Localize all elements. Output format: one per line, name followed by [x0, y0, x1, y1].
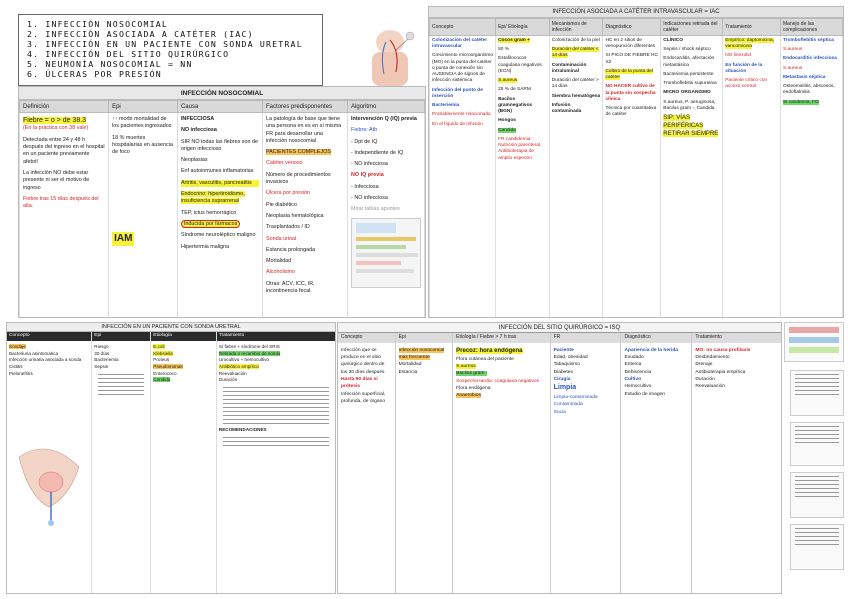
topic-item: 3. INFECCIÓN EN UN PACIENTE CON SONDA URETRAL	[27, 39, 303, 49]
etiology-item: 50 %	[498, 47, 510, 53]
urin-item: Riesgo	[94, 343, 109, 349]
quir-item: Estudio de imagen	[624, 391, 665, 397]
thumbnail-notes[interactable]	[790, 422, 844, 466]
urin-item: Antibiótico empírico	[218, 363, 259, 369]
nosocomial-table	[18, 86, 426, 318]
column-header: Epi/ Etiología	[496, 19, 550, 36]
algo-item: - Infecciosa	[351, 183, 379, 190]
concept-item: Colonización del catéter intravascular	[432, 38, 488, 50]
quir-item: Infección nosocomial	[398, 347, 445, 353]
algo-item: - NO infecciosa	[351, 161, 388, 168]
diagnosis-cell	[603, 36, 661, 319]
etiology-item: Hongos	[498, 118, 516, 124]
factor-item: Trasplantados / ID	[265, 224, 310, 231]
diagnosis-item: NO HACER cultivo de la punta sin sospecha clínica	[605, 84, 656, 102]
column-header: Manejo de las complicaciones	[781, 19, 843, 36]
quir-item: Infección que se produce en el sitio quirúrgico dentro de los 30 días después	[341, 347, 385, 375]
quir-item: S.aureus	[456, 363, 476, 369]
cause-cell	[177, 113, 262, 318]
etiology-item: Cocos gram +	[498, 38, 530, 43]
catheter-illustration	[350, 22, 430, 86]
complication-item: Tromboflebitis séptica	[783, 38, 834, 43]
urin-item: Sondaje	[9, 343, 26, 349]
urin-item: Candida	[153, 377, 171, 383]
urin-item: Retirada o recambio de sonda	[218, 350, 281, 356]
quir-item: Diabetes	[553, 369, 573, 375]
cause-item: Enf autoinmunes inflamatorias	[180, 168, 254, 175]
concept-item: En el líquido de infusión	[432, 121, 483, 127]
factor-item: Catéter venoso	[265, 160, 303, 167]
mechanism-item: Duración del catéter > 14 días	[551, 78, 599, 90]
column-header: Tratamiento	[217, 332, 335, 341]
column-header: Etiología / Fiebre > 7 h tras	[453, 333, 549, 343]
complication-item: Endocarditis infecciosa	[783, 56, 837, 62]
factor-item: Neoplasia hematológica	[265, 212, 324, 219]
quir-item: Paciente	[553, 347, 574, 353]
iam-label: IAM	[114, 233, 133, 245]
epi-cell	[496, 36, 550, 319]
algo-title: Intervención Q (IQ) previa	[351, 116, 417, 122]
mechanism-item: Infusión contaminada	[551, 102, 582, 115]
quir-epi-col	[396, 333, 454, 594]
urin-treatment-col	[217, 332, 335, 594]
detect-text: Detectada entre 24 y 48 h después del ingreso en el hospital en un paciente previamente afebril	[23, 136, 105, 165]
quir-item: Edad, obesidad	[553, 354, 588, 360]
table-title: INFECCIÓN ASOCIADA A CATÉTER INTRAVASCULAR = IAC	[429, 7, 843, 18]
urin-etiology-col	[151, 332, 217, 594]
column-header: Factores predisponentes	[262, 101, 347, 113]
definition-cell	[20, 113, 109, 318]
urin-concept-col	[7, 332, 92, 594]
urin-item: Bacteriemia	[94, 357, 119, 363]
factors-intro: La patología de base que tiene una persona en es en sí misma FR para desarrollar una infección nosocomial	[265, 116, 342, 144]
sirs-note: SIR NO todas las fiebres son de origen infeccioso	[180, 138, 258, 152]
quir-treatment-col	[692, 333, 781, 594]
algo-link[interactable]: Mirar tablas apuntes	[351, 206, 400, 213]
removal-item: Bacteriemia persistente	[663, 71, 714, 77]
surgical-site-panel	[337, 322, 782, 594]
quir-diagnosis-col	[621, 333, 692, 594]
cause-item: Neoplasias	[180, 157, 208, 164]
etiology-item: FR candidemia: Nutrición parenteral, Antibioterapia de amplio espectro	[498, 136, 542, 161]
diagnosis-item: Cultivo de la punta del catéter	[605, 68, 653, 81]
quir-item: Antibioterapia empírica	[695, 369, 746, 375]
algo-item: - NO infecciosa	[351, 195, 388, 202]
fever-definition: Fiebre = o > de 38.3	[23, 117, 87, 124]
morbidity-text: ↑↑ morbi mortalidad de los pacientes ingresados	[112, 116, 172, 130]
concept-item: Infección del punto de inserción	[432, 87, 483, 99]
treatment-item: En función de la situación	[725, 62, 763, 74]
thumbnail-notes[interactable]	[790, 524, 844, 570]
concept-item: Crecimiento microorganismo (MO) en la punta del catéter o punta de conexión sin AUSENCIA de signos de infección sistémica	[432, 53, 494, 84]
fever-note: (En la práctica con 38 vale)	[23, 125, 89, 132]
panel-title: INFECCIÓN DEL SITIO QUIRÚRGICO = ISQ	[338, 323, 781, 333]
column-header: Concepto	[338, 333, 395, 343]
topic-item: 2. INFECCIÓN ASOCIADA A CATÉTER (IAC)	[27, 29, 254, 39]
column-header: Epi	[92, 332, 150, 341]
urin-item: Bacteriuria asintomática	[9, 350, 59, 356]
diagnosis-item: SI PICO DE FIEBRE HC X2	[605, 53, 658, 65]
complication-item: Si candemia, FO	[783, 99, 819, 105]
thumbnail-notes[interactable]	[790, 472, 844, 518]
treatment-cell	[723, 36, 781, 319]
quir-item: Dehiscencia	[624, 369, 652, 375]
algorithm-cell	[348, 113, 425, 318]
factors-highlight: PACIENTES COMPLEJOS	[265, 149, 331, 156]
concept-item: Bacteriemia	[432, 103, 460, 109]
mortality-text: 18 % muertes hospitalarias en ausencia de foco	[112, 134, 173, 156]
factor-item: Número de procedimientos invasivos	[265, 171, 331, 186]
thumbnail-chart[interactable]	[784, 322, 844, 362]
urin-epi-col	[92, 332, 151, 594]
complication-item: S.aureus	[783, 47, 803, 53]
urin-item: Infección urinaria asociada a sonda	[9, 357, 82, 363]
urin-item: Sepsis	[94, 363, 109, 369]
quir-item: Duración	[695, 376, 715, 382]
removal-item: SIP: VÍAS PERIFÉRICAS RETIRAR SIEMPRE	[663, 115, 719, 137]
quir-item: Contaminada	[553, 402, 583, 408]
quir-item: Limpia	[553, 384, 577, 392]
removal-item: Tromboflebitis supurativa	[663, 81, 717, 87]
quir-item: Drenaje	[695, 362, 713, 368]
urinary-anatomy-illustration	[9, 437, 89, 530]
algo-item: - Independiente de IQ	[351, 149, 404, 156]
column-header: Causa	[177, 101, 262, 113]
etiology-item: Bacilos gramnegativos (BGN)	[498, 96, 533, 115]
cause-text: La infección NO debe estar presente ni ser el motivo de ingreso	[23, 169, 90, 191]
urin-item: Pseudomonas	[153, 363, 183, 369]
cause-item: Artritis, vasculitis, pancreatitis	[181, 180, 259, 187]
etiology-item: Candida	[498, 127, 516, 133]
complications-cell	[781, 36, 843, 319]
mechanism-item: Siembra hematógena	[551, 93, 601, 99]
quir-item: Limpia-contaminada	[553, 394, 598, 400]
quir-item: Infección superficial, profunda, de órgano	[341, 391, 386, 405]
cause-item: Hipertermia maligna	[180, 243, 230, 250]
cause-item: Endocrino: hipertiroidismo, insuficiencia suprarrenal	[180, 191, 245, 205]
quir-item: más frecuente	[398, 354, 430, 360]
removal-item: CLÍNICO	[663, 38, 683, 43]
quir-item: Precoz: hora endógena	[456, 347, 523, 354]
column-header: Concepto	[7, 332, 91, 341]
factor-item: Sonda urinal	[265, 235, 297, 242]
urin-item: RECOMENDACIONES	[218, 426, 267, 432]
column-header: Etiología	[151, 332, 216, 341]
urin-item: 30 días	[94, 350, 110, 356]
quir-item: Bacilos gram -	[456, 371, 488, 377]
epi-cell	[109, 113, 178, 318]
etiology-item: 25 % de SARM	[498, 87, 531, 93]
algo-sub: Fiebre: Atb	[351, 127, 378, 134]
days-text: Fiebre tras 15 días después del alta.	[23, 195, 99, 210]
column-header: Indicaciones retirada del catéter	[661, 19, 723, 36]
mechanism-item: Colonización de la piel	[551, 38, 600, 43]
column-header: Algoritmo	[348, 101, 425, 113]
column-header: Diagnóstico	[603, 19, 661, 36]
column-header: FR	[551, 333, 621, 343]
cause-noninfectious: NO infecciosa	[180, 127, 217, 134]
panel-title: INFECCIÓN EN UN PACIENTE CON SONDA URETRAL	[7, 323, 335, 332]
factor-item: Estancia prolongada	[265, 246, 316, 253]
column-header: Definición	[20, 101, 109, 113]
notes-block	[94, 374, 148, 395]
quir-item: Sospecha tardía: coagulasa negativos	[456, 378, 540, 384]
algorithm-thumbnail	[351, 218, 421, 288]
quir-item: MO: no causa profilaxis	[695, 347, 751, 353]
quir-item: Hasta 90 días si prótesis	[341, 376, 378, 390]
urin-item: Enterococo	[153, 370, 177, 376]
column-header: Concepto	[430, 19, 496, 36]
cause-item: Inducida por fármacos	[181, 221, 259, 228]
topic-item: 6. ÚLCERAS POR PRESIÓN	[27, 69, 162, 79]
quir-item: Tabaquismo	[553, 362, 580, 368]
mechanism-item: Duración del catéter < 14 días	[551, 47, 599, 59]
factor-item: Mortalidad	[265, 258, 292, 265]
concept-item: Probablemente relacionada	[432, 112, 491, 118]
treatment-item: Empírico: daptomicina, vancomicina	[725, 38, 774, 50]
quir-item: Flora cutánea del paciente	[456, 356, 514, 362]
topic-list	[18, 14, 323, 86]
urin-item: E.coli	[153, 343, 165, 349]
urin-item: Duración	[218, 377, 238, 383]
urin-item: Sí fiebre + síndrome del SRIS	[218, 343, 280, 349]
cause-item: Síndrome neuroléptico maligno	[180, 232, 256, 239]
quir-item: Anaerobios	[456, 393, 481, 399]
removal-item: S.aureus, P. aeruginosa, Bacilus gram -, Candida	[663, 99, 716, 111]
quir-item: Exudado	[624, 354, 644, 360]
quir-item: Eritema	[624, 362, 642, 368]
mechanism-cell	[549, 36, 603, 319]
complication-item: Osteomielitis, abscesos, endoftalmitis	[783, 84, 835, 96]
urin-item: Klebsiella	[153, 350, 173, 356]
column-header: Tratamiento	[692, 333, 781, 343]
column-header: Epi	[396, 333, 453, 343]
quir-item: Hemocultivo	[624, 384, 652, 390]
algo-noq: NO IQ previa	[351, 172, 384, 179]
column-header: Epi	[109, 101, 178, 113]
urinary-catheter-panel	[6, 322, 336, 594]
factor-item: Alcoholismo	[265, 269, 296, 276]
treatment-item: Paciente crítico con acceso central	[725, 78, 768, 90]
topic-item: 4. INFECCIÓN DEL SITIO QUIRÚRGICO	[27, 49, 230, 59]
quir-concept-col	[338, 333, 396, 594]
quir-fr-col	[551, 333, 622, 594]
factor-item: Otras: ACV, ICC, IR, incontinencia fecal.	[265, 280, 315, 295]
quir-item: Estancia	[398, 369, 418, 375]
urin-item: Reevaluación	[218, 370, 247, 376]
etiology-item: S.aureus	[498, 78, 518, 84]
removal-item: MICRO ORGANISMO	[663, 90, 711, 96]
urin-item: Pielonefritis	[9, 370, 33, 376]
treatment-item: NO linezolid	[725, 53, 752, 59]
removal-cell	[661, 36, 723, 319]
factors-cell	[262, 113, 347, 318]
catheter-table	[428, 6, 844, 318]
quir-item: Cirugía	[553, 376, 571, 382]
quir-etiology-col	[453, 333, 550, 594]
topic-item: 1. INFECCIÓN NOSOCOMIAL	[27, 19, 168, 29]
etiology-item: Estafilococos coagulasa negativos (ECN)	[498, 56, 542, 74]
urin-item: Urocultivo + hemocultivo	[218, 357, 270, 363]
column-header: Tratamiento	[723, 19, 781, 36]
factor-item: Úlcera por presión	[265, 190, 311, 197]
concept-cell	[430, 36, 496, 319]
quir-item: Flora endógena	[456, 385, 491, 391]
notes-block	[219, 387, 333, 424]
column-header: Mecanismos de infección	[549, 19, 603, 36]
urin-item: Cistitis	[9, 363, 23, 369]
quir-item: Sucia	[553, 409, 566, 415]
column-header: Diagnóstico	[621, 333, 691, 343]
mechanism-item: Contaminación intraluminal	[551, 62, 587, 74]
diagnosis-item: HC en 2 sitios de venopunción diferentes	[605, 38, 656, 50]
quir-item: Reevaluación	[695, 384, 725, 390]
quir-item: Desbridamiento	[695, 354, 730, 360]
cause-item: TEP, ictus hemorrágico	[180, 209, 237, 216]
quir-item: Mortalidad	[398, 362, 422, 368]
quir-item: Cultivo	[624, 376, 642, 382]
removal-item: Endocarditis, afectación metastásica	[663, 56, 715, 68]
algo-item: - Dpt de IQ	[351, 138, 378, 145]
factor-item: Pie diabético	[265, 201, 297, 208]
removal-item: Sepsis / shock séptico	[663, 47, 711, 53]
topic-item: 5. NEUMONÍA NOSOCOMIAL = NN	[27, 59, 193, 69]
thumbnail-notes[interactable]	[790, 370, 844, 416]
complication-item: Metastasis séptica	[783, 74, 826, 80]
complication-item: S.aureus	[783, 65, 803, 71]
notes-block	[219, 437, 333, 446]
table-title: INFECCIÓN NOSOCOMIAL	[19, 87, 425, 100]
urin-item: Proteus	[153, 357, 170, 363]
diagnosis-item: Técnica por cuantitativa de catéter	[605, 106, 657, 118]
quir-item: Apariencia de la herida	[624, 347, 679, 353]
cause-infectious: INFECCIOSA	[180, 116, 215, 122]
